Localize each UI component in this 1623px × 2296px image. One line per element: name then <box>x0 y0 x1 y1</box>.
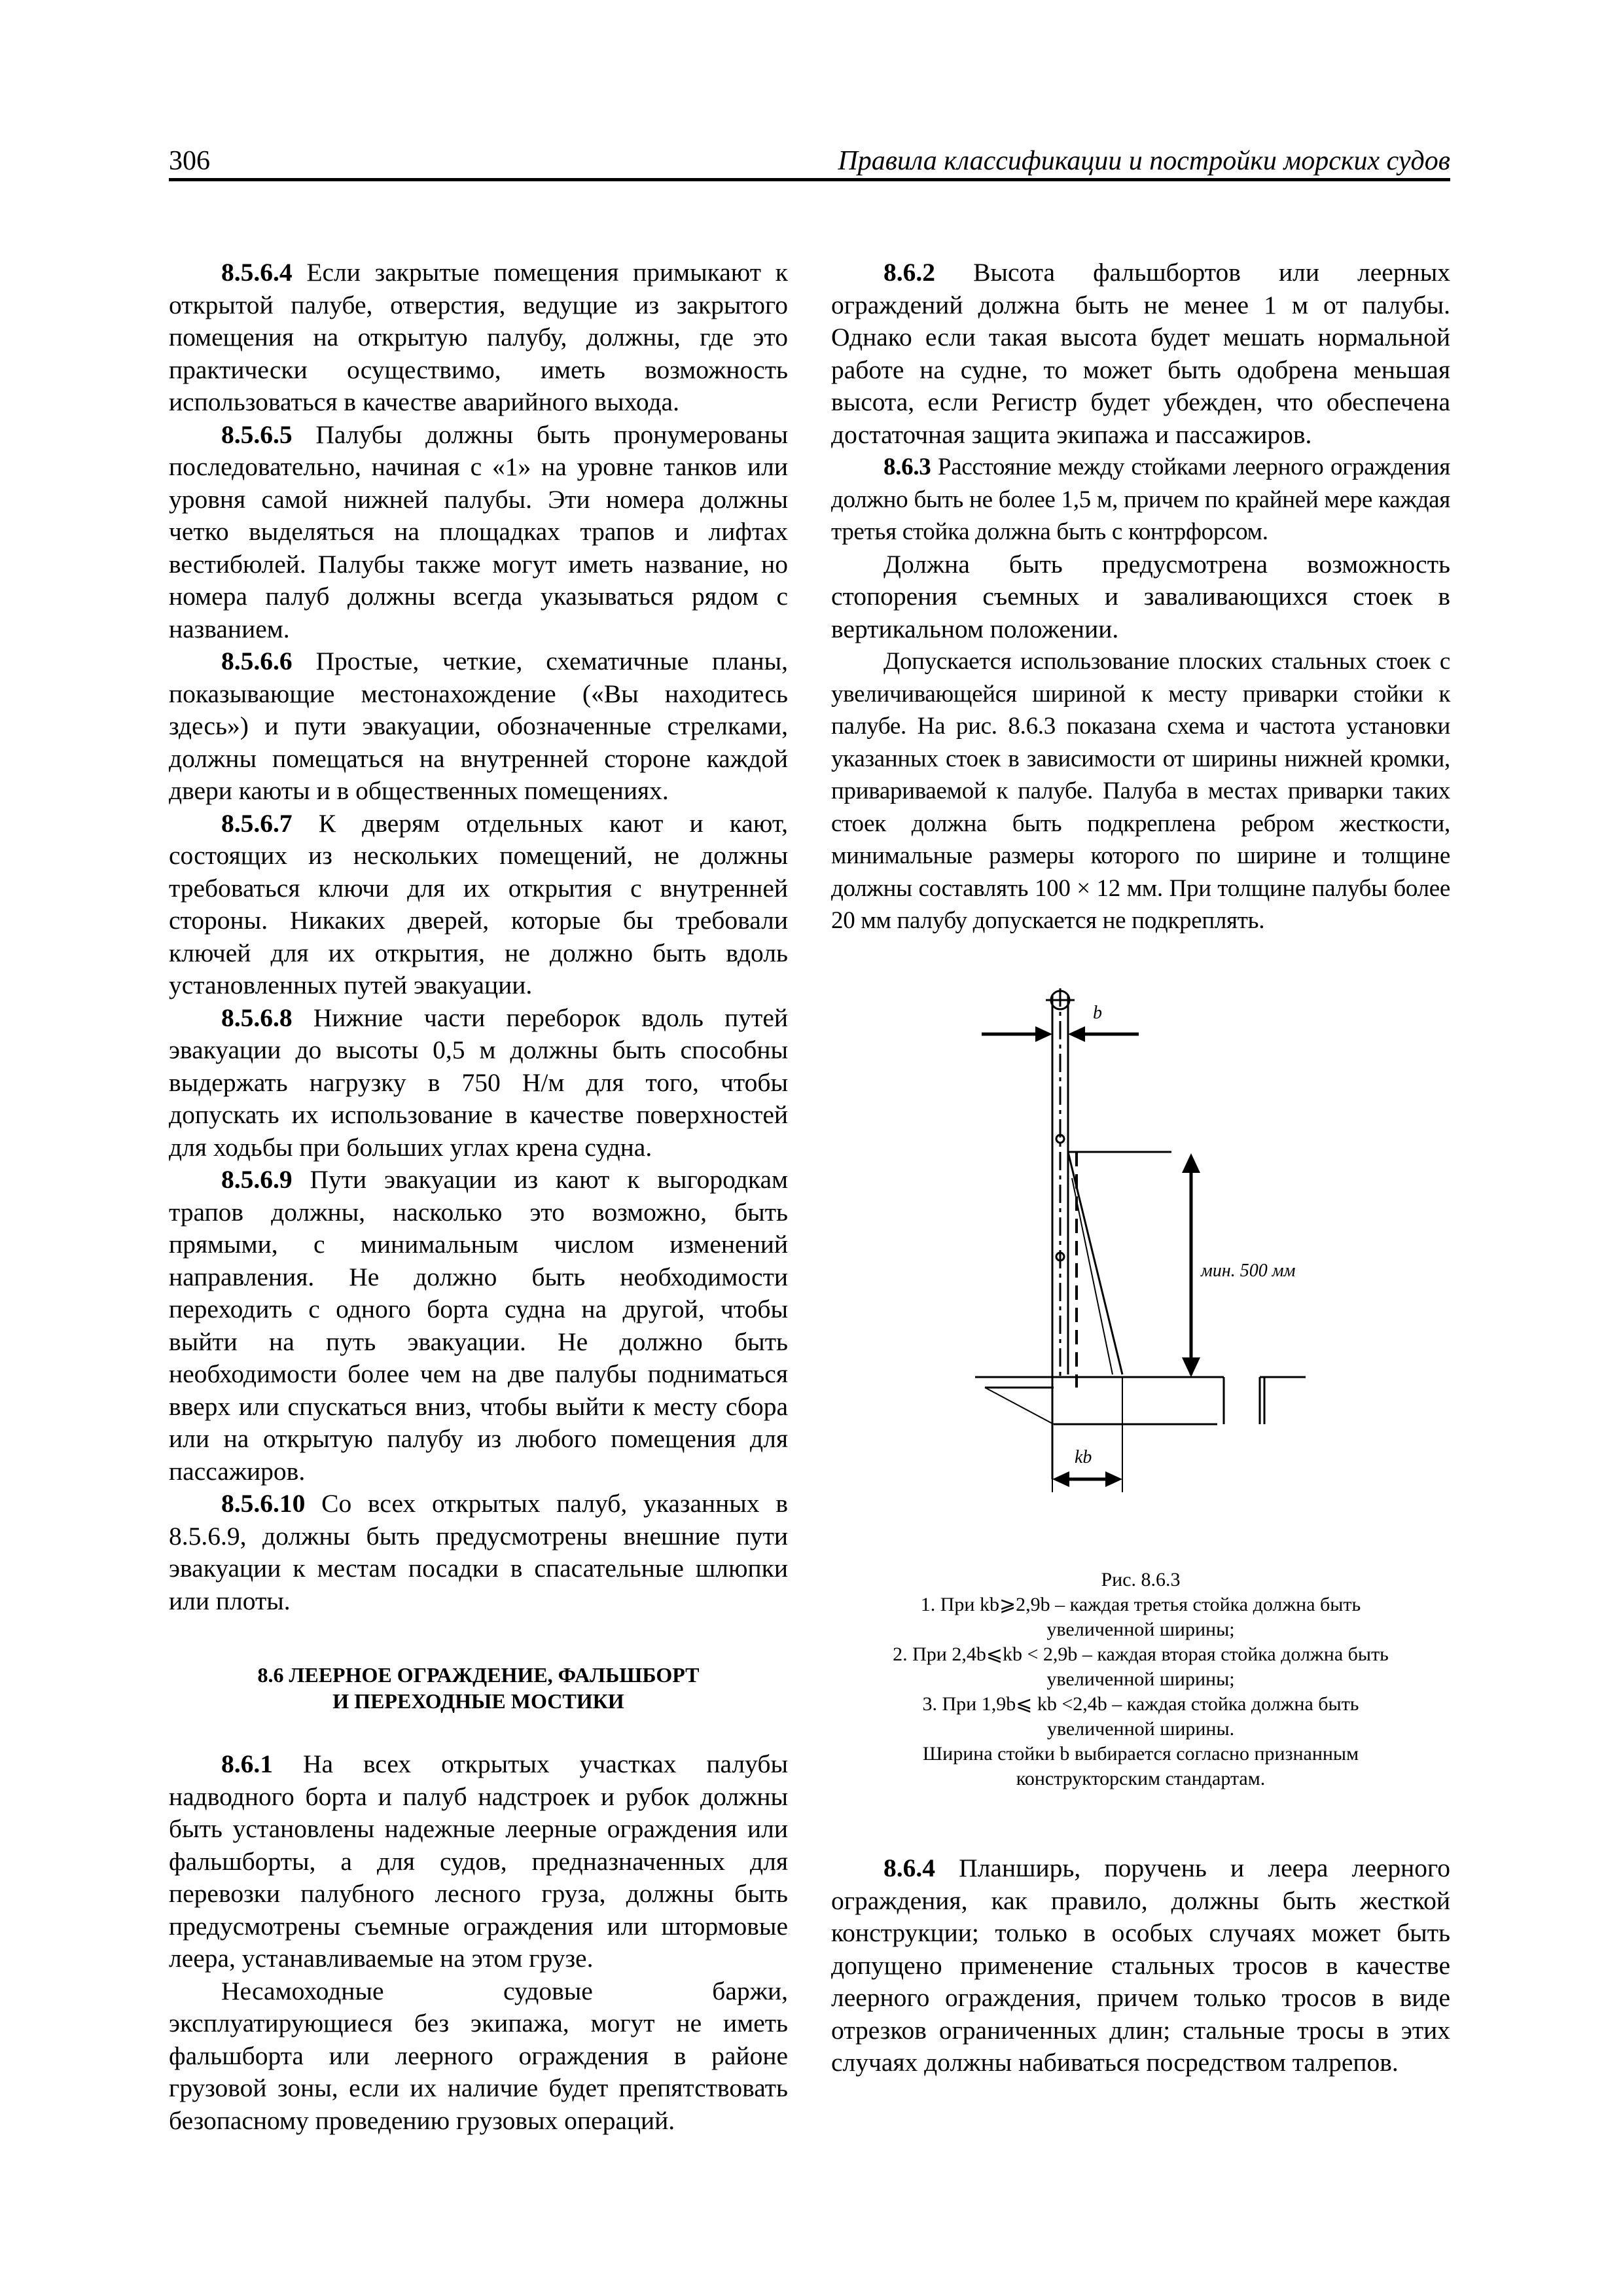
kb-arrowhead-left <box>1052 1471 1069 1487</box>
clause-number: 8.5.6.7 <box>221 808 293 838</box>
caption-line-2b: увеличенной ширины; <box>1046 1668 1235 1690</box>
right-column <box>831 257 1450 937</box>
paragraph-text: Высота фальшбортов или леерных ограждений должна быть не менее 1 м от палубы. Однако если такая высота будет мешать нормальной работе на судне, то может быть одобрена меньшая высота, если Регистр будет убежден, что обеспечена достаточная защита экипажа и пассажиров. <box>831 258 1450 449</box>
paragraph-text: Палубы должны быть пронумерованы последовательно, начиная с «1» на уровне танков или уровня самой нижней палубы. Эти номера должны четко выделяться на площадках трапов и лифтах вестибюлей. Палубы также могут иметь название, но номера палуб должны всегда указываться рядом с названием. <box>169 420 788 643</box>
clause-number: 8.5.6.8 <box>221 1003 293 1032</box>
label-b: b <box>1093 1003 1102 1023</box>
running-title: Правила классификации и постройки морских судов <box>838 146 1450 176</box>
paragraph-8-6-4 <box>831 1852 1450 2079</box>
clause-number: 8.5.6.9 <box>221 1165 293 1194</box>
section-heading-line: 8.6 ЛЕЕРНОЕ ОГРАЖДЕНИЕ, ФАЛЬШБОРТ <box>257 1663 700 1687</box>
paragraph-8-6-2 <box>831 257 1450 451</box>
b-arrowhead-right <box>1068 1026 1085 1042</box>
clause-number: 8.5.6.10 <box>221 1489 306 1518</box>
paragraph-text: На всех открытых участках палубы надводного борта и палуб надстроек и рубок должны быть установлены надежные леерные ограждения или фальшборты, а для судов, предназначенных для перевозки палубного лесного груза, должны быть предусмотрены съемные ограждения или штормовые леера, устанавливаемые на этом грузе. <box>169 1749 788 1973</box>
clause-number: 8.6.3 <box>883 454 931 480</box>
label-min-500: мин. 500 мм <box>1201 1261 1296 1281</box>
caption-line-2: 2. При 2,4b⩽kb < 2,9b – каждая вторая стойка должна быть <box>893 1643 1389 1665</box>
caption-line-4: Ширина стойки b выбирается согласно признанным <box>922 1743 1359 1765</box>
caption-line-1b: увеличенной ширины; <box>1046 1619 1235 1640</box>
b-arrowhead-left <box>1035 1026 1052 1042</box>
paragraph-8-6-3 <box>831 451 1450 548</box>
stanchion-diagram-svg <box>975 982 1368 1564</box>
stanchion-diagram <box>975 982 1368 1564</box>
caption-line-3: 3. При 1,9b⩽ kb <2,4b – каждая стойка должна быть <box>922 1693 1359 1715</box>
widen-slope-inner <box>1072 1178 1113 1374</box>
caption-line-3b: увеличенной ширины. <box>1046 1718 1235 1740</box>
left-column <box>169 257 788 2137</box>
paragraph-text: К дверям отдельных кают и кают, состоящих из нескольких помещений, не должны требоваться ключи для их открытия с внутренней стороны. Никаких дверей, которые бы требовали ключей для их открытия, не должно быть вдоль установленных путей эвакуации. <box>169 808 788 999</box>
right-column-bottom <box>831 1852 1450 2079</box>
paragraph-8-5-6-4 <box>169 257 788 419</box>
clause-number: 8.5.6.5 <box>221 420 293 449</box>
paragraph-8-6-1 <box>169 1748 788 1975</box>
kb-arrowhead-right <box>1105 1471 1122 1487</box>
clause-number: 8.6.2 <box>883 258 935 287</box>
header-rule <box>169 178 1450 181</box>
height-arrowhead-bottom <box>1182 1357 1200 1377</box>
paragraph-8-5-6-9 <box>169 1164 788 1488</box>
clause-number: 8.6.4 <box>883 1854 935 1882</box>
paragraph-text: Расстояние между стойками леерного ограждения должно быть не более 1,5 м, причем по крайней мере каждая третья стойка должна быть с контрфорсом. <box>831 454 1450 545</box>
paragraph-text: Простые, четкие, схематичные планы, показывающие местонахождение («Вы находитесь здесь») и пути эвакуации, обозначенные стрелками, должны помещаться на внутренней стороне каждой двери каюты и в общественных помещениях. <box>169 647 788 805</box>
section-heading <box>169 1662 788 1714</box>
figure-caption <box>831 1568 1450 1791</box>
caption-title: Рис. 8.6.3 <box>1101 1569 1181 1590</box>
label-kb: kb <box>1075 1447 1092 1467</box>
clause-number: 8.6.1 <box>221 1749 273 1778</box>
paragraph-stoppers: Должна быть предусмотрена возможность стопорения съемных и заваливающихся стоек в вертикальном положении. <box>831 549 1450 643</box>
caption-line-1: 1. При kb⩾2,9b – каждая третья стойка должна быть <box>920 1594 1361 1615</box>
paragraph-text: Нижние части переборок вдоль путей эвакуации до высоты 0,5 м должны быть способны выдержать нагрузку в 750 Н/м для того, чтобы допускать их использование в качестве поверхностей для ходьбы при больших углах крена судна. <box>169 1003 788 1162</box>
paragraph-8-5-6-7 <box>169 808 788 1002</box>
paragraph-8-5-6-6 <box>169 645 788 808</box>
clause-number: 8.5.6.4 <box>221 258 293 287</box>
paragraph-barges: Несамоходные судовые баржи, эксплуатирующиеся без экипажа, могут не иметь фальшборта или леерного ограждения в районе грузовой зоны, если их наличие будет препятствовать безопасному проведению грузовых операций. <box>169 1976 788 2135</box>
paragraph-flat-stanchions: Допускается использование плоских стальных стоек с увеличивающейся шириной к месту приварки стойки к палубе. На рис. 8.6.3 показана схема и частота установки указанных стоек в зависимости от ширины нижней кромки, привариваемой к палубе. Палуба в местах приварки таких стоек должна быть подкреплена ребром жесткости, минимальные размеры которого по ширине и толщине должны составлять 100 × 12 мм. При толщине палубы более 20 мм палубу допускается не подкреплять. <box>831 648 1450 934</box>
deck-slope <box>985 1388 1054 1424</box>
paragraph-text: Планширь, поручень и леера леерного ограждения, как правило, должны быть жесткой конструкции; только в особых случаях может быть допущено применение стальных тросов в качестве леерного ограждения, причем только тросов в виде отрезков ограниченных длин; стальные тросы в этих случаях должны набиваться посредством талрепов. <box>831 1854 1450 2077</box>
paragraph-8-5-6-8 <box>169 1002 788 1164</box>
paragraph-text: Если закрытые помещения примыкают к открытой палубе, отверстия, ведущие из закрытого помещения на открытую палубу, должны, где это практически осуществимо, иметь возможность использоваться в качестве аварийного выхода. <box>169 258 788 416</box>
paragraph-text: Со всех открытых палуб, указанных в 8.5.6.9, должны быть предусмотрены внешние пути эвакуации к местам посадки в спасательные шлюпки или плоты. <box>169 1489 788 1615</box>
height-arrowhead-top <box>1182 1153 1200 1173</box>
clause-number: 8.5.6.6 <box>221 647 293 675</box>
paragraph-text: Пути эвакуации из кают к выгородкам трапов должны, насколько это возможно, быть прямыми, с минимальным числом изменений направления. Не должно быть необходимости переходить с одного борта судна на другой, чтобы выйти на путь эвакуации. Не должно быть необходимости более чем на две палубы подниматься вверх или спускаться вниз, чтобы выйти к месту сбора или на открытую палубу из любого помещения для пассажиров. <box>169 1165 788 1486</box>
paragraph-8-5-6-5 <box>169 419 788 646</box>
caption-line-4b: конструкторским стандартам. <box>1016 1768 1266 1789</box>
paragraph-8-5-6-10 <box>169 1488 788 1617</box>
page-number: 306 <box>169 146 210 176</box>
section-heading-line: И ПЕРЕХОДНЫЕ МОСТИКИ <box>332 1689 624 1713</box>
